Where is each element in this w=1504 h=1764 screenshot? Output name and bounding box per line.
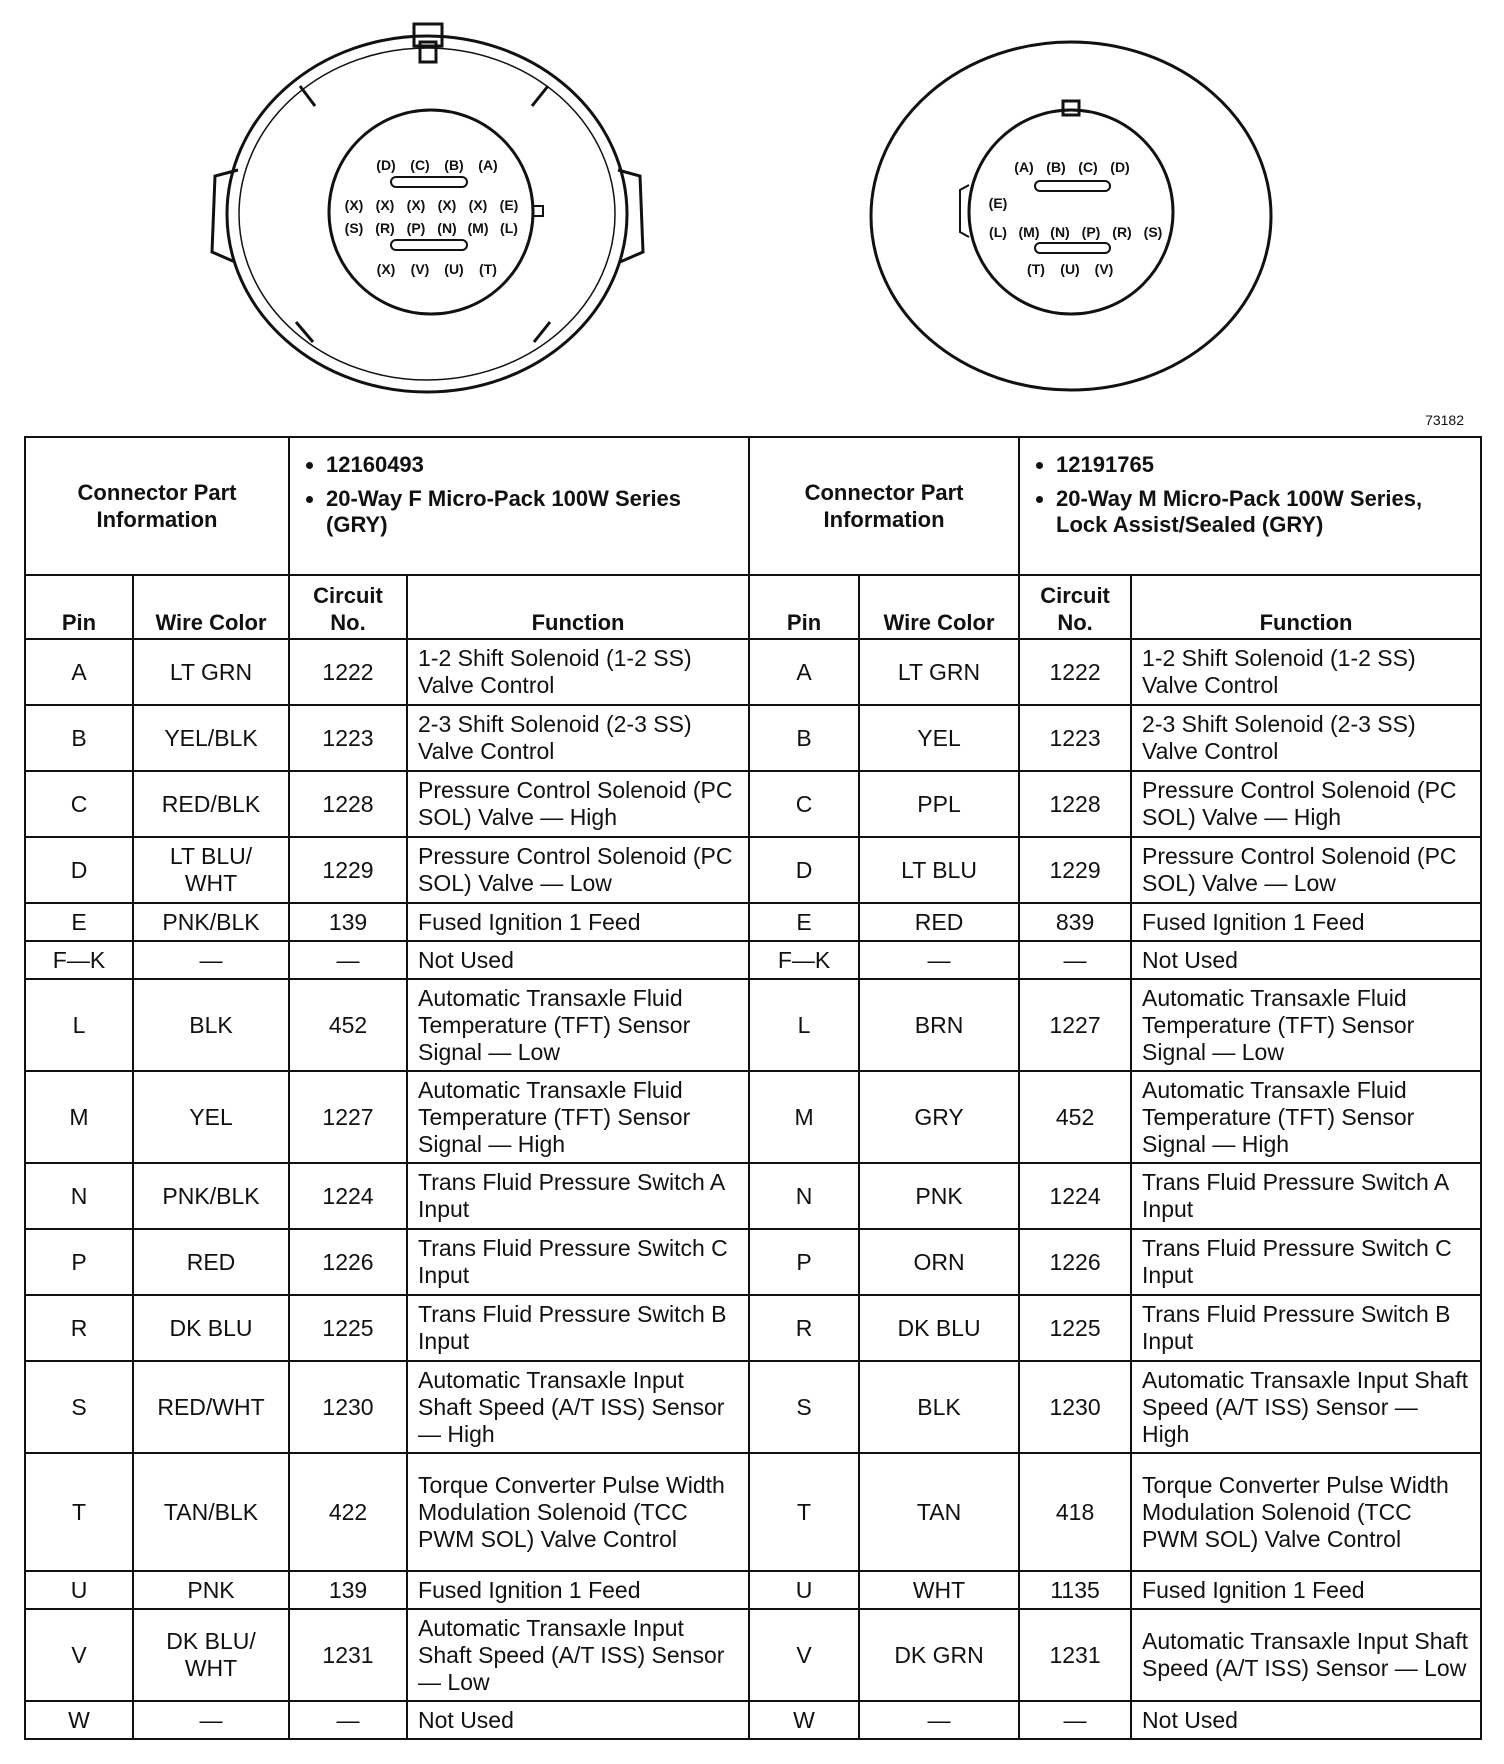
- table-row: [25, 1571, 1481, 1609]
- circuit-cell: —: [1019, 941, 1131, 979]
- function-cell: Torque Converter Pulse Width Modulation Solenoid (TCC PWM SOL) Valve Control: [407, 1453, 749, 1571]
- pin-label: (C): [1078, 159, 1098, 175]
- pin-label: (S): [344, 220, 364, 236]
- circuit-cell: 139: [289, 903, 407, 941]
- wire-color-cell: PNK: [859, 1163, 1019, 1229]
- function-cell: Not Used: [407, 1701, 749, 1739]
- pin-cell: B: [25, 705, 133, 771]
- function-cell: Fused Ignition 1 Feed: [407, 1571, 749, 1609]
- circuit-cell: 1222: [1019, 639, 1131, 705]
- left-pin-header: Pin: [25, 575, 133, 639]
- right-part-number: • 12191765: [1056, 452, 1470, 478]
- pin-cell: T: [749, 1453, 859, 1571]
- circuit-cell: 1223: [1019, 705, 1131, 771]
- pin-label: (D): [376, 157, 396, 173]
- function-cell: Not Used: [407, 941, 749, 979]
- pin-cell: D: [25, 837, 133, 903]
- circuit-cell: 1228: [289, 771, 407, 837]
- function-cell: Fused Ignition 1 Feed: [1131, 1571, 1481, 1609]
- function-cell: 2-3 Shift Solenoid (2-3 SS) Valve Control: [1131, 705, 1481, 771]
- wire-color-cell: LT BLU: [859, 837, 1019, 903]
- circuit-cell: 1227: [1019, 979, 1131, 1071]
- table-row: [25, 1701, 1481, 1739]
- circuit-cell: 1224: [289, 1163, 407, 1229]
- pin-cell: L: [749, 979, 859, 1071]
- circuit-cell: 1226: [289, 1229, 407, 1295]
- pin-label: (X): [376, 261, 396, 277]
- pin-label: (R): [1112, 224, 1132, 240]
- circuit-cell: 1224: [1019, 1163, 1131, 1229]
- wire-color-cell: BLK: [133, 979, 289, 1071]
- pin-cell: U: [749, 1571, 859, 1609]
- pin-cell: C: [749, 771, 859, 837]
- pin-cell: U: [25, 1571, 133, 1609]
- circuit-cell: 422: [289, 1453, 407, 1571]
- left-part-number: • 12160493: [326, 452, 738, 478]
- circuit-cell: —: [289, 941, 407, 979]
- function-cell: Trans Fluid Pressure Switch C Input: [1131, 1229, 1481, 1295]
- pin-cell: P: [25, 1229, 133, 1295]
- function-cell: 1-2 Shift Solenoid (1-2 SS) Valve Control: [407, 639, 749, 705]
- right-circuit-header: Circuit No.: [1019, 575, 1131, 639]
- pin-label: (T): [479, 261, 497, 277]
- circuit-cell: 1226: [1019, 1229, 1131, 1295]
- function-cell: Fused Ignition 1 Feed: [407, 903, 749, 941]
- left-function-header: Function: [407, 575, 749, 639]
- circuit-cell: 1225: [289, 1295, 407, 1361]
- circuit-cell: 139: [289, 1571, 407, 1609]
- left-wire-color-header: Wire Color: [133, 575, 289, 639]
- pin-label: (X): [344, 197, 364, 213]
- table-row: [25, 1453, 1481, 1571]
- circuit-cell: 1229: [1019, 837, 1131, 903]
- wire-color-cell: DK GRN: [859, 1609, 1019, 1701]
- wire-color-cell: ORN: [859, 1229, 1019, 1295]
- pin-cell: R: [25, 1295, 133, 1361]
- table-row: [25, 639, 1481, 705]
- pin-label: (X): [437, 197, 457, 213]
- column-header-row: [25, 575, 1481, 639]
- function-cell: Trans Fluid Pressure Switch C Input: [407, 1229, 749, 1295]
- pin-cell: M: [749, 1071, 859, 1163]
- function-cell: Automatic Transaxle Fluid Temperature (TFT) Sensor Signal — High: [407, 1071, 749, 1163]
- wire-color-cell: LT GRN: [859, 639, 1019, 705]
- table-row: [25, 837, 1481, 903]
- wire-color-cell: —: [859, 1701, 1019, 1739]
- figure-id: 73182: [1425, 412, 1464, 428]
- pinout-table: [24, 436, 1482, 1740]
- function-cell: Trans Fluid Pressure Switch B Input: [1131, 1295, 1481, 1361]
- wire-color-cell: YEL: [859, 705, 1019, 771]
- pin-label: (L): [989, 224, 1007, 240]
- circuit-cell: 418: [1019, 1453, 1131, 1571]
- left-connector-drawing: [212, 24, 643, 392]
- left-info-value: [289, 437, 749, 575]
- function-cell: Not Used: [1131, 941, 1481, 979]
- pin-cell: T: [25, 1453, 133, 1571]
- connector-diagrams: [0, 0, 1504, 420]
- table-row: [25, 1163, 1481, 1229]
- pin-label: (S): [1143, 224, 1163, 240]
- pin-cell: E: [749, 903, 859, 941]
- circuit-cell: 1231: [1019, 1609, 1131, 1701]
- wire-color-cell: PPL: [859, 771, 1019, 837]
- circuit-cell: 1225: [1019, 1295, 1131, 1361]
- pin-cell: E: [25, 903, 133, 941]
- pin-label: (A): [478, 157, 498, 173]
- function-cell: Trans Fluid Pressure Switch A Input: [1131, 1163, 1481, 1229]
- function-cell: Not Used: [1131, 1701, 1481, 1739]
- pin-label: (D): [1110, 159, 1130, 175]
- pin-label: (L): [500, 220, 518, 236]
- wire-color-cell: DK BLU/ WHT: [133, 1609, 289, 1701]
- function-cell: Automatic Transaxle Fluid Temperature (TFT) Sensor Signal — Low: [407, 979, 749, 1071]
- wire-color-cell: —: [859, 941, 1019, 979]
- wire-color-cell: RED/WHT: [133, 1361, 289, 1453]
- wire-color-cell: BLK: [859, 1361, 1019, 1453]
- pin-cell: S: [749, 1361, 859, 1453]
- pin-label: (U): [444, 261, 464, 277]
- connector-drawings: [0, 0, 1504, 420]
- wire-color-cell: LT BLU/ WHT: [133, 837, 289, 903]
- function-cell: Pressure Control Solenoid (PC SOL) Valve — Low: [407, 837, 749, 903]
- pin-cell: N: [749, 1163, 859, 1229]
- pin-label: (U): [1060, 261, 1080, 277]
- right-info-label: Connector Part Information: [749, 437, 1019, 575]
- pin-cell: D: [749, 837, 859, 903]
- right-pin-header: Pin: [749, 575, 859, 639]
- function-cell: Pressure Control Solenoid (PC SOL) Valve — High: [1131, 771, 1481, 837]
- wire-color-cell: YEL/BLK: [133, 705, 289, 771]
- pin-cell: W: [749, 1701, 859, 1739]
- table-row: [25, 1361, 1481, 1453]
- wire-color-cell: YEL: [133, 1071, 289, 1163]
- right-connector-pin-labels: [989, 159, 1163, 277]
- table-row: [25, 1071, 1481, 1163]
- pinout-table-body: [25, 639, 1481, 1739]
- wire-color-cell: LT GRN: [133, 639, 289, 705]
- pin-label: (T): [1027, 261, 1045, 277]
- wire-color-cell: PNK/BLK: [133, 903, 289, 941]
- pin-label: (V): [1094, 261, 1114, 277]
- circuit-cell: 1223: [289, 705, 407, 771]
- pin-label: (X): [406, 197, 426, 213]
- pin-label: (R): [375, 220, 395, 236]
- table-row: [25, 705, 1481, 771]
- pin-label: (M): [1018, 224, 1040, 240]
- left-info-label: Connector Part Information: [25, 437, 289, 575]
- table-row: [25, 903, 1481, 941]
- pin-cell: R: [749, 1295, 859, 1361]
- circuit-cell: —: [1019, 1701, 1131, 1739]
- pin-cell: L: [25, 979, 133, 1071]
- left-circuit-header: Circuit No.: [289, 575, 407, 639]
- pin-label: (C): [410, 157, 430, 173]
- table-row: [25, 1295, 1481, 1361]
- circuit-cell: 1231: [289, 1609, 407, 1701]
- wire-color-cell: —: [133, 1701, 289, 1739]
- pin-label: (N): [1050, 224, 1070, 240]
- pin-cell: A: [25, 639, 133, 705]
- wire-color-cell: PNK/BLK: [133, 1163, 289, 1229]
- function-cell: Torque Converter Pulse Width Modulation Solenoid (TCC PWM SOL) Valve Control: [1131, 1453, 1481, 1571]
- circuit-cell: 1229: [289, 837, 407, 903]
- pin-label: (E): [499, 197, 519, 213]
- function-cell: 2-3 Shift Solenoid (2-3 SS) Valve Control: [407, 705, 749, 771]
- wire-color-cell: BRN: [859, 979, 1019, 1071]
- pin-label: (E): [988, 195, 1008, 211]
- pin-cell: S: [25, 1361, 133, 1453]
- table-row: [25, 941, 1481, 979]
- function-cell: Automatic Transaxle Input Shaft Speed (A/T ISS) Sensor — Low: [1131, 1609, 1481, 1701]
- circuit-cell: 452: [1019, 1071, 1131, 1163]
- pin-label: (P): [406, 220, 426, 236]
- pin-label: (A): [1014, 159, 1034, 175]
- circuit-cell: 839: [1019, 903, 1131, 941]
- pin-cell: B: [749, 705, 859, 771]
- wire-color-cell: DK BLU: [133, 1295, 289, 1361]
- pin-cell: N: [25, 1163, 133, 1229]
- function-cell: Automatic Transaxle Input Shaft Speed (A/T ISS) Sensor — High: [407, 1361, 749, 1453]
- right-info-value: [1019, 437, 1481, 575]
- pin-label: (X): [468, 197, 488, 213]
- left-connector-pin-labels: [345, 157, 519, 277]
- wire-color-cell: DK BLU: [859, 1295, 1019, 1361]
- right-part-description: • 20-Way M Micro-Pack 100W Series, Lock Assist/Sealed (GRY): [1056, 486, 1470, 538]
- right-connector-drawing: [871, 42, 1271, 390]
- pin-label: (M): [467, 220, 489, 236]
- wire-color-cell: —: [133, 941, 289, 979]
- pin-cell: V: [749, 1609, 859, 1701]
- function-cell: 1-2 Shift Solenoid (1-2 SS) Valve Control: [1131, 639, 1481, 705]
- circuit-cell: 1222: [289, 639, 407, 705]
- circuit-cell: 1230: [289, 1361, 407, 1453]
- wire-color-cell: RED/BLK: [133, 771, 289, 837]
- pin-cell: V: [25, 1609, 133, 1701]
- function-cell: Pressure Control Solenoid (PC SOL) Valve — Low: [1131, 837, 1481, 903]
- table-row: [25, 771, 1481, 837]
- wire-color-cell: PNK: [133, 1571, 289, 1609]
- wire-color-cell: GRY: [859, 1071, 1019, 1163]
- pin-cell: C: [25, 771, 133, 837]
- wire-color-cell: RED: [859, 903, 1019, 941]
- circuit-cell: 1230: [1019, 1361, 1131, 1453]
- right-wire-color-header: Wire Color: [859, 575, 1019, 639]
- pin-label: (N): [437, 220, 457, 236]
- function-cell: Automatic Transaxle Input Shaft Speed (A/T ISS) Sensor — High: [1131, 1361, 1481, 1453]
- pin-label: (B): [1046, 159, 1066, 175]
- function-cell: Fused Ignition 1 Feed: [1131, 903, 1481, 941]
- circuit-cell: 1228: [1019, 771, 1131, 837]
- circuit-cell: 1227: [289, 1071, 407, 1163]
- function-cell: Automatic Transaxle Input Shaft Speed (A/T ISS) Sensor — Low: [407, 1609, 749, 1701]
- function-cell: Trans Fluid Pressure Switch B Input: [407, 1295, 749, 1361]
- wire-color-cell: TAN: [859, 1453, 1019, 1571]
- pin-cell: W: [25, 1701, 133, 1739]
- wire-color-cell: TAN/BLK: [133, 1453, 289, 1571]
- table-row: [25, 1229, 1481, 1295]
- connector-info-row: [25, 437, 1481, 575]
- pin-label: (V): [410, 261, 430, 277]
- pin-cell: A: [749, 639, 859, 705]
- circuit-cell: —: [289, 1701, 407, 1739]
- table-row: [25, 979, 1481, 1071]
- table-row: [25, 1609, 1481, 1701]
- pin-label: (B): [444, 157, 464, 173]
- wire-color-cell: RED: [133, 1229, 289, 1295]
- circuit-cell: 1135: [1019, 1571, 1131, 1609]
- circuit-cell: 452: [289, 979, 407, 1071]
- function-cell: Pressure Control Solenoid (PC SOL) Valve — High: [407, 771, 749, 837]
- left-part-description: • 20-Way F Micro-Pack 100W Series (GRY): [326, 486, 738, 538]
- pin-cell: F—K: [749, 941, 859, 979]
- right-function-header: Function: [1131, 575, 1481, 639]
- pin-cell: P: [749, 1229, 859, 1295]
- function-cell: Trans Fluid Pressure Switch A Input: [407, 1163, 749, 1229]
- pin-label: (P): [1081, 224, 1101, 240]
- pin-cell: F—K: [25, 941, 133, 979]
- wire-color-cell: WHT: [859, 1571, 1019, 1609]
- pin-cell: M: [25, 1071, 133, 1163]
- function-cell: Automatic Transaxle Fluid Temperature (TFT) Sensor Signal — Low: [1131, 979, 1481, 1071]
- pin-label: (X): [375, 197, 395, 213]
- function-cell: Automatic Transaxle Fluid Temperature (TFT) Sensor Signal — High: [1131, 1071, 1481, 1163]
